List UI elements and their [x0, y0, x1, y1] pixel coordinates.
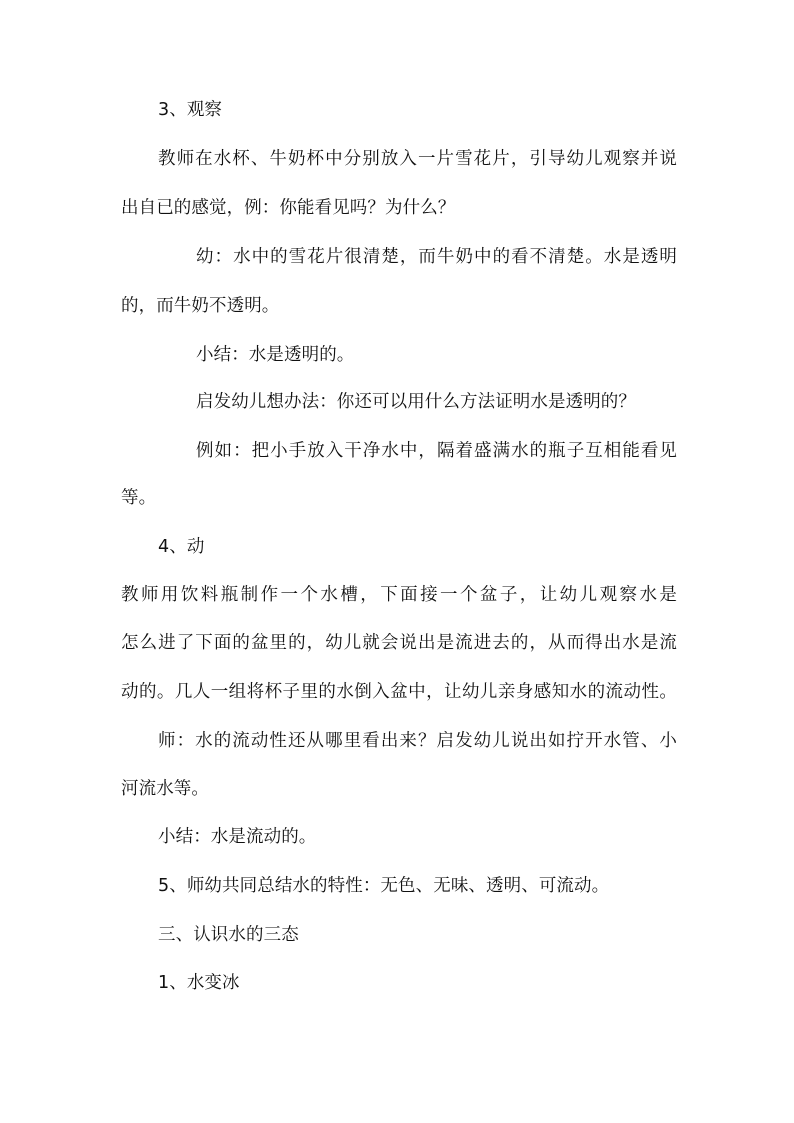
section-heading-water-to-ice: 1、水变冰: [158, 973, 240, 993]
paragraph-line: 幼：水中的雪花片很清楚，而牛奶中的看不清楚。水是透明: [196, 247, 677, 267]
section-heading-three-states: 三、认识水的三态: [158, 925, 299, 945]
paragraph-line: 启发幼儿想办法：你还可以用什么方法证明水是透明的？: [196, 392, 636, 412]
paragraph-line: 动的。几人一组将杯子里的水倒入盆中，让幼儿亲身感知水的流动性。: [121, 682, 677, 702]
paragraph-line: 的，而牛奶不透明。: [121, 296, 280, 316]
summary-line: 小结：水是流动的。: [158, 827, 317, 847]
paragraph-line: 师：水的流动性还从哪里看出来？启发幼儿说出如拧开水管、小: [158, 731, 677, 751]
paragraph-line: 河流水等。: [121, 779, 209, 799]
paragraph-line: 教师用饮料瓶制作一个水槽，下面接一个盆子，让幼儿观察水是: [121, 585, 677, 605]
paragraph-line: 怎么进了下面的盆里的，幼儿就会说出是流进去的，从而得出水是流: [121, 633, 677, 653]
section-heading-observe: 3、观察: [158, 100, 223, 120]
paragraph-line: 教师在水杯、牛奶杯中分别放入一片雪花片，引导幼儿观察并说: [158, 149, 677, 169]
paragraph-line: 例如：把小手放入干净水中，隔着盛满水的瓶子互相能看见: [196, 441, 677, 461]
paragraph-line: 等。: [121, 488, 157, 508]
section-heading-flow: 4、动: [158, 537, 205, 557]
paragraph-line: 5、师幼共同总结水的特性：无色、无味、透明、可流动。: [158, 876, 610, 896]
paragraph-line: 出自已的感觉，例：你能看见吗？为什么？: [121, 198, 456, 218]
summary-line: 小结：水是透明的。: [196, 345, 355, 365]
